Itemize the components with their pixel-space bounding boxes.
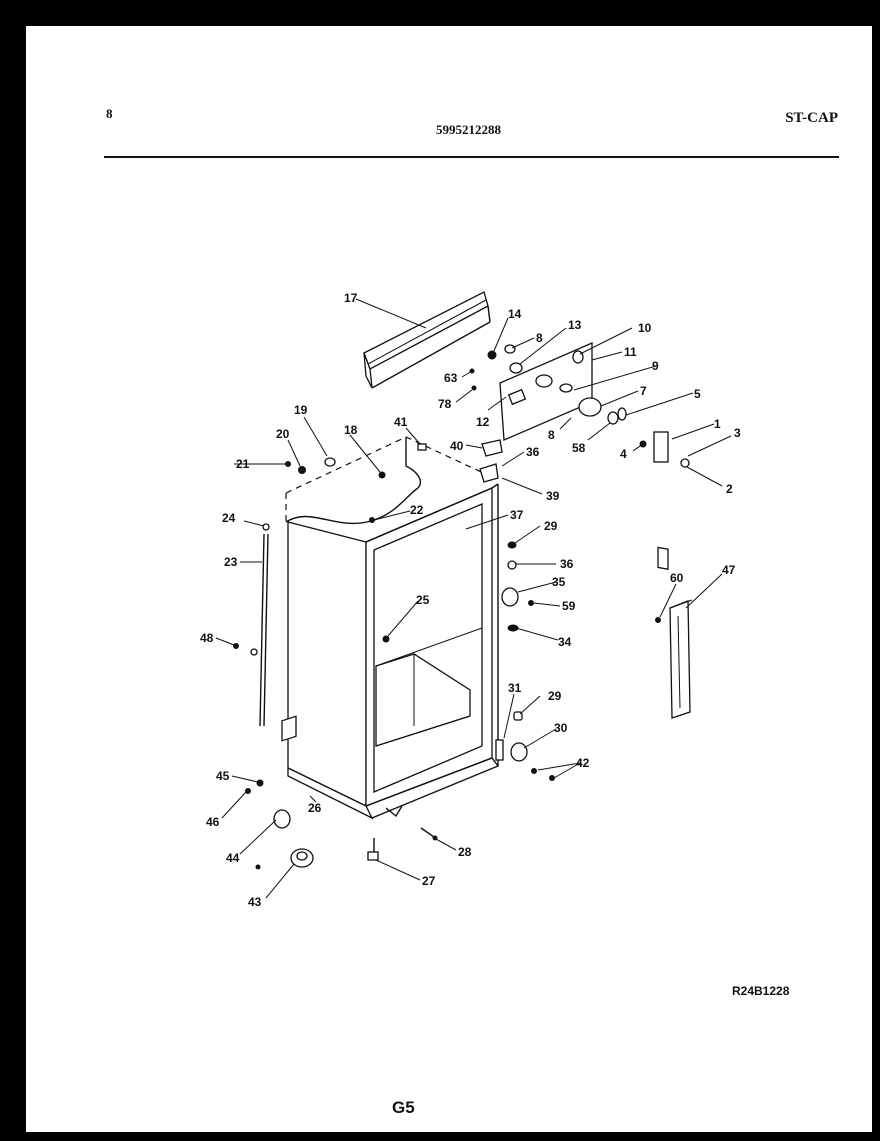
parts-sheet — [26, 26, 872, 1132]
callout-36a: 36 — [526, 445, 540, 459]
drawing-reference-code: R24B1228 — [732, 984, 790, 998]
callout-13: 13 — [568, 318, 582, 332]
door-hardware-right — [496, 542, 555, 781]
callout-31: 31 — [508, 681, 522, 695]
callout-44: 44 — [226, 851, 240, 865]
callout-63: 63 — [444, 371, 458, 385]
callout-78: 78 — [438, 397, 452, 411]
callout-58: 58 — [572, 441, 586, 455]
series-code: ST-CAP — [785, 110, 838, 126]
callout-26: 26 — [308, 801, 322, 815]
callout-29b: 29 — [548, 689, 562, 703]
light-switch-assembly — [640, 432, 689, 569]
shelf-support-rail — [656, 600, 693, 718]
callout-28: 28 — [458, 845, 472, 859]
callout-25: 25 — [416, 593, 430, 607]
callout-5: 5 — [694, 387, 701, 401]
refrigerator-cabinet — [286, 437, 498, 818]
callout-59: 59 — [562, 599, 576, 613]
callout-17: 17 — [344, 291, 358, 305]
top-hinge-assembly — [480, 440, 502, 482]
callout-39: 39 — [546, 489, 560, 503]
callout-30: 30 — [554, 721, 568, 735]
callout-11: 11 — [624, 345, 637, 359]
callout-24: 24 — [222, 511, 236, 525]
callout-7: 7 — [640, 384, 647, 398]
callout-21: 21 — [236, 457, 250, 471]
callout-42: 42 — [576, 756, 590, 770]
leveling-legs — [368, 828, 437, 860]
callout-8b: 8 — [548, 428, 555, 442]
callout-29a: 29 — [544, 519, 558, 533]
callout-22: 22 — [410, 503, 424, 517]
model-number: 5995212288 — [436, 122, 501, 137]
callout-41: 41 — [394, 415, 408, 429]
control-panel — [500, 343, 592, 440]
callout-14: 14 — [508, 307, 522, 321]
footer-page-label: G5 — [392, 1098, 415, 1117]
callout-23: 23 — [224, 555, 238, 569]
callout-48: 48 — [200, 631, 214, 645]
callout-60: 60 — [670, 571, 684, 585]
callout-10: 10 — [638, 321, 652, 335]
callout-27: 27 — [422, 874, 436, 888]
callout-36b: 36 — [560, 557, 574, 571]
callout-8a: 8 — [536, 331, 543, 345]
callout-46: 46 — [206, 815, 220, 829]
callout-9: 9 — [652, 359, 659, 373]
callout-34: 34 — [558, 635, 572, 649]
callout-45: 45 — [216, 769, 230, 783]
callout-43: 43 — [248, 895, 262, 909]
callout-4: 4 — [620, 447, 627, 461]
callout-35: 35 — [552, 575, 566, 589]
callout-3: 3 — [734, 426, 741, 440]
callout-19: 19 — [294, 403, 308, 417]
thermostat-knob — [579, 398, 626, 424]
callout-18: 18 — [344, 423, 358, 437]
top-trim-channel — [364, 292, 490, 388]
callout-47: 47 — [722, 563, 736, 577]
callout-37: 37 — [510, 508, 524, 522]
callout-20: 20 — [276, 427, 290, 441]
callout-2: 2 — [726, 482, 733, 496]
callout-40: 40 — [450, 439, 464, 453]
exploded-parts-diagram — [26, 26, 872, 1132]
page-number: 8 — [106, 106, 113, 121]
callout-1: 1 — [714, 417, 721, 431]
callout-12: 12 — [476, 415, 490, 429]
